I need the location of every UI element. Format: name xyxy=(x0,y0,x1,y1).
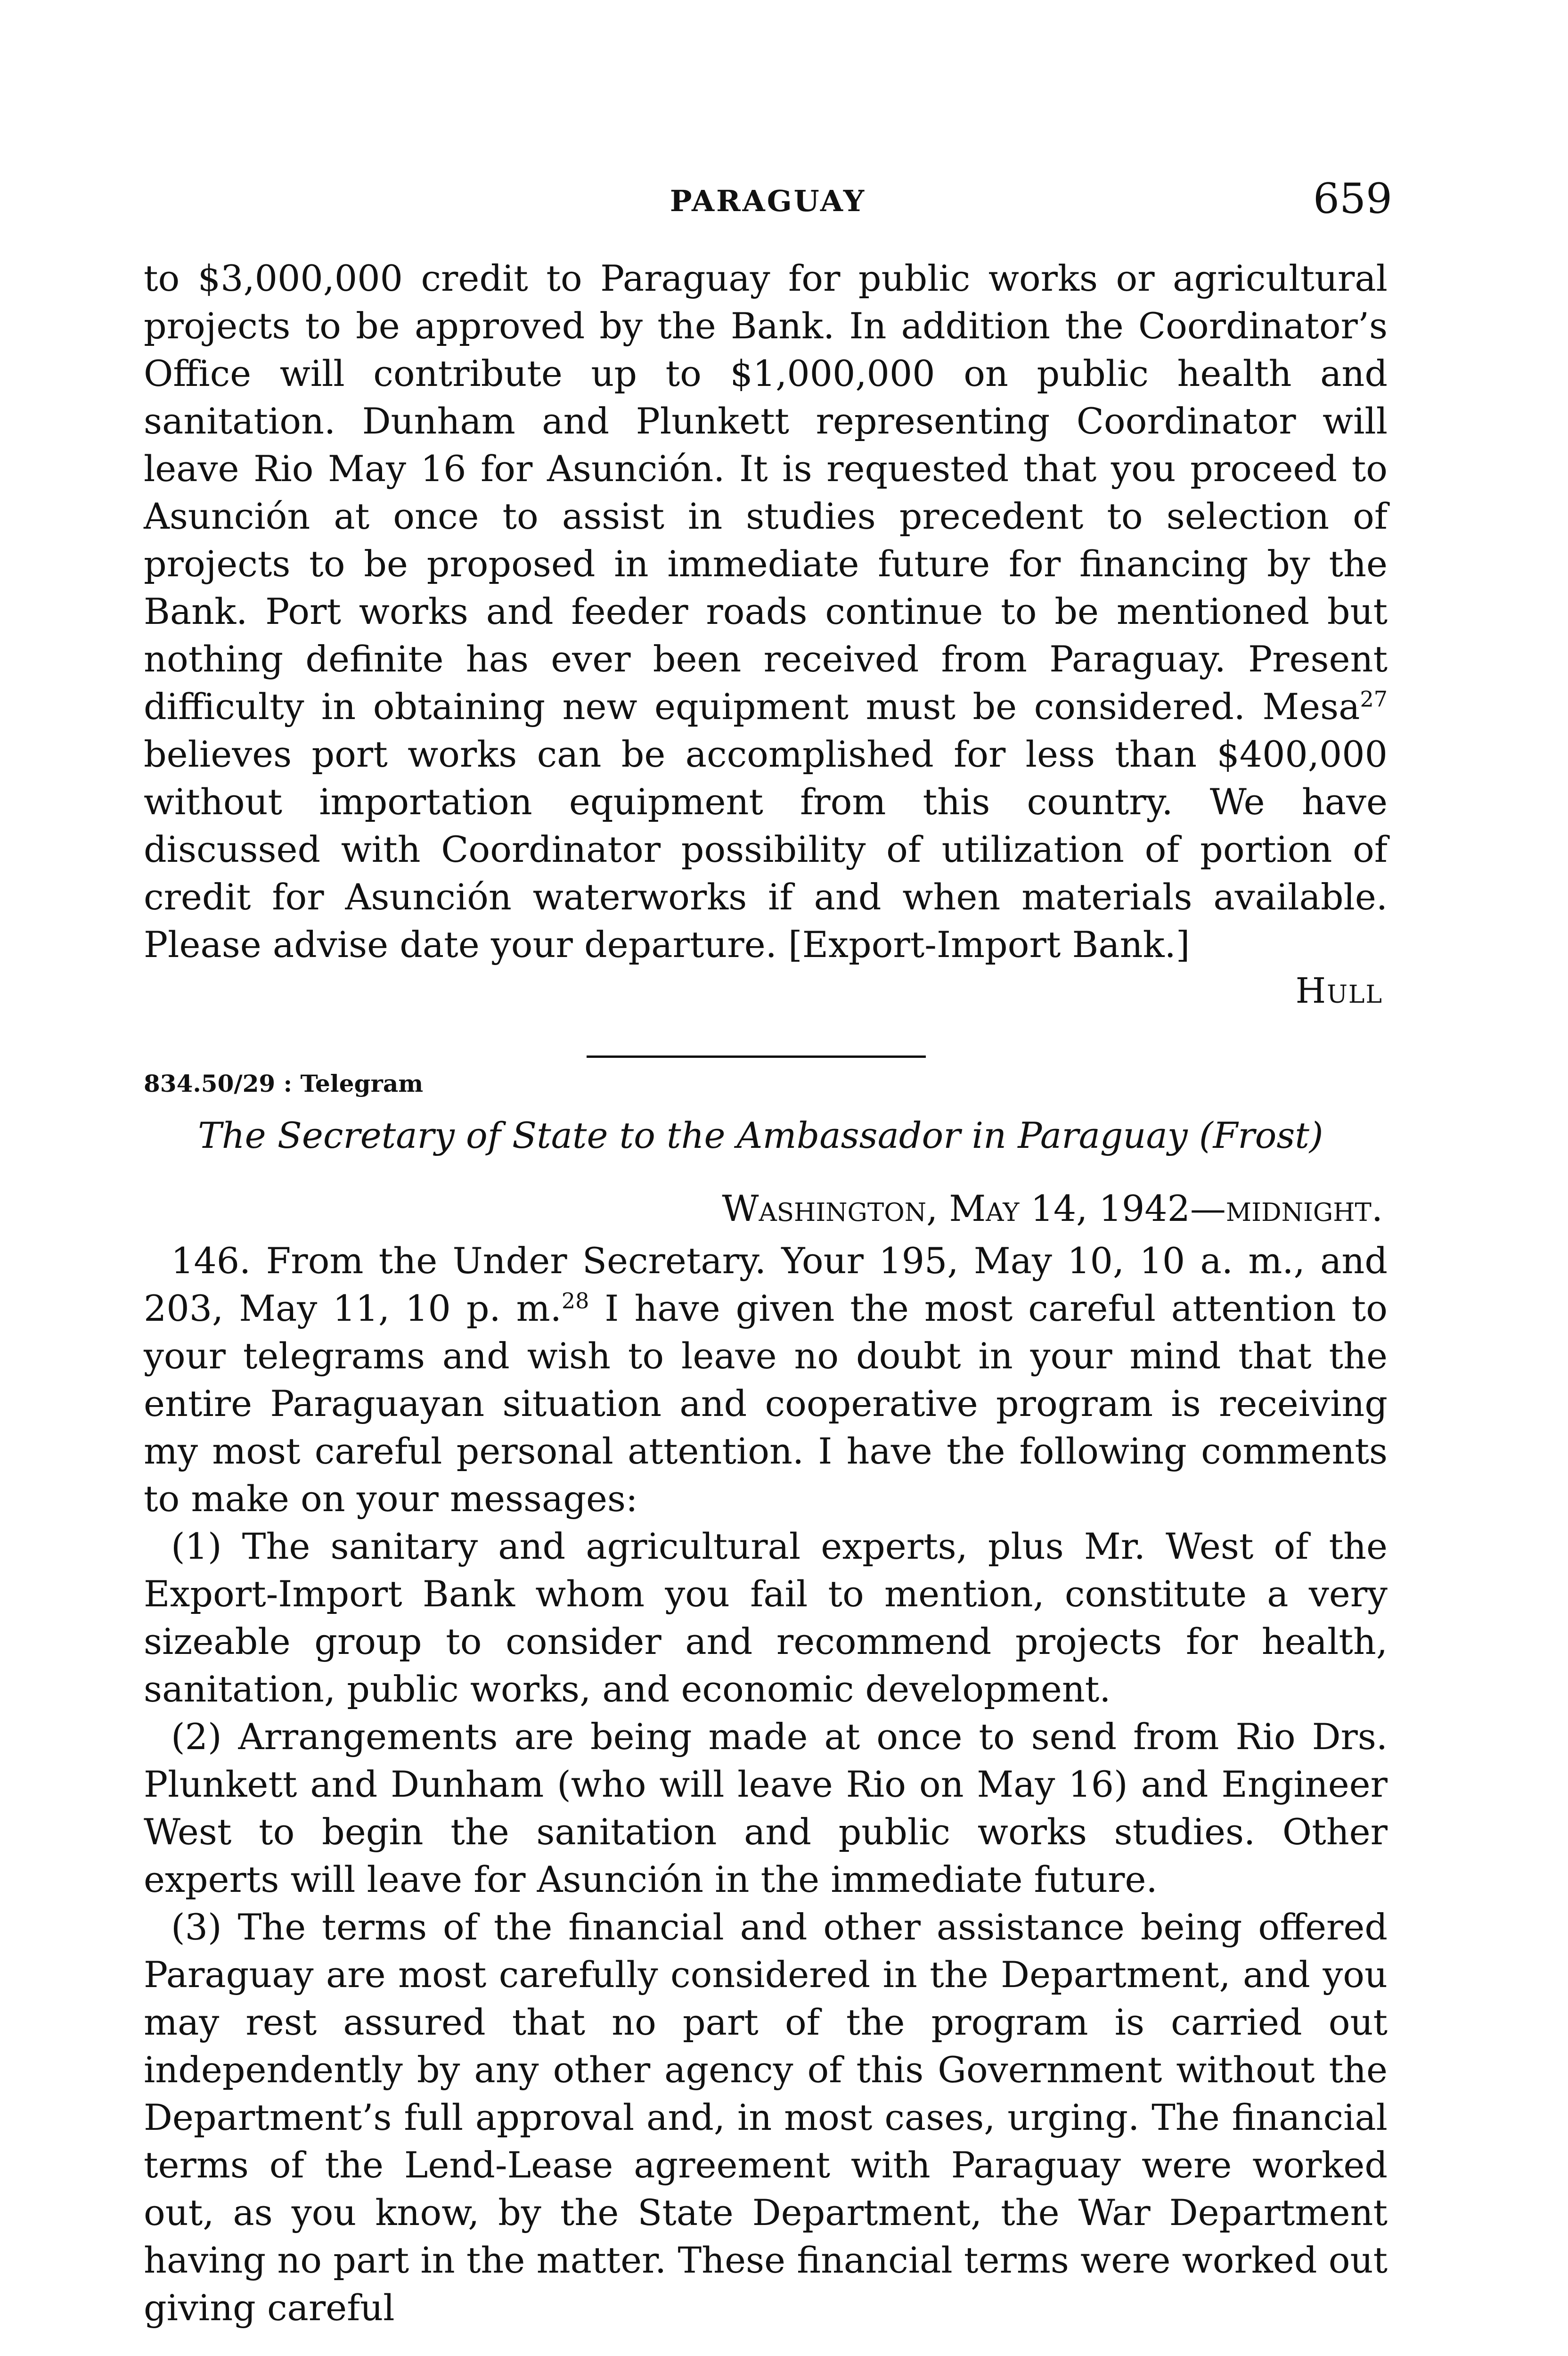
page-number: 659 xyxy=(1313,174,1392,223)
document-title: The Secretary of State to the Ambassador in Paraguay (Frost) xyxy=(198,1114,1323,1156)
page-header xyxy=(144,174,1392,226)
intro-text: 146. From the Under Secretary. Your 195, May 10, 10 a. m., and 203, May 11, 10 p. m. xyxy=(144,1240,1388,1329)
running-head: PARAGUAY xyxy=(670,184,866,218)
intro-text-after: I have given the most careful attention to your telegrams and wish to leave no doubt in your mind that the entire Paraguayan situation and cooperative program is receiving my most careful personal attention. I have the following comments to make on your messages: xyxy=(144,1287,1388,1520)
footnote-ref-27: 27 xyxy=(1360,686,1388,712)
paragraph-intro xyxy=(144,1237,1388,1522)
footnote-ref-28: 28 xyxy=(561,1288,589,1314)
dateline: Washington, May 14, 1942—midnight. xyxy=(722,1187,1383,1229)
section-divider xyxy=(587,1055,926,1058)
paragraph-2: (2) Arrangements are being made at once to send from Rio Drs. Plunkett and Dunham (who will leave Rio on May 16) and Engineer West to begin the sanitation and public works studies. Other experts will leave for Asunción in the immediate future. xyxy=(144,1716,1388,1900)
file-reference: 834.50/29 : Telegram xyxy=(144,1070,424,1097)
paragraph-1: (1) The sanitary and agricultural experts, plus Mr. West of the Export-Import Bank whom you fail to mention, constitute a very sizeable group to consider and recommend projects for health, sanitation, public works, and economic development. xyxy=(144,1525,1388,1710)
paragraph-3: (3) The terms of the financial and other assistance being offered Paraguay are most carefully considered in the Department, and you may rest assured that no part of the program is carried out independently by any other agency of this Government without the Department’s full approval and, in most cases, urging. The financial terms of the Lend-Lease agreement with Paraguay were worked out, as you know, by the State Department, the War Department having no part in the matter. These financial terms were worked out giving careful xyxy=(144,1906,1388,2329)
continuation-text: to $3,000,000 credit to Paraguay for public works or agricultural projects to be approved by the Bank. In addition the Coordinator’s Office will contribute up to $1,000,000 on public health and sanitation. Dunham and Plunkett representing Coordinator will leave Rio May 16 for Asunción. It is requested that you proceed to Asunción at once to assist in studies precedent to selection of projects to be proposed in immediate future for financing by the Bank. Port works and feeder roads continue to be mentioned but nothing definite has ever been received from Paraguay. Present difficulty in obtaining new equipment must be considered. Mesa xyxy=(144,257,1388,728)
signature: Hull xyxy=(1295,971,1383,1011)
continuation-paragraph xyxy=(144,254,1388,968)
telegram-body xyxy=(144,1237,1388,2331)
continuation-text-after: believes port works can be accomplished for less than $400,000 without importation equipment from this country. We have discussed with Coordinator possibility of utilization of portion of credit for Asunción waterworks if and when materials available. Please advise date your departure. [Export-Import Bank.] xyxy=(144,733,1388,965)
